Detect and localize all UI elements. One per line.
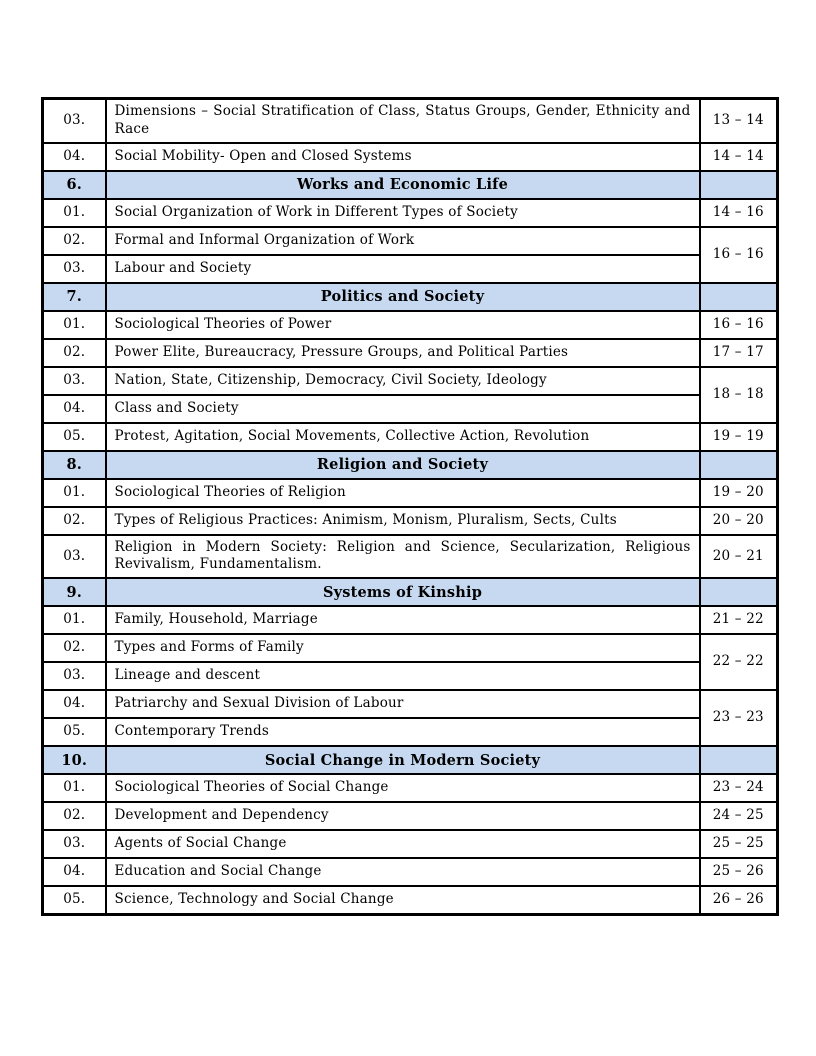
item-pages: 14 – 14 xyxy=(700,143,778,171)
item-title: Types of Religious Practices: Animism, Monism, Pluralism, Sects, Cults xyxy=(106,507,700,535)
table-row xyxy=(43,690,778,718)
item-number: 01. xyxy=(43,774,106,802)
section-title: Systems of Kinship xyxy=(106,578,700,606)
item-title: Science, Technology and Social Change xyxy=(106,886,700,914)
item-number: 03. xyxy=(43,99,106,143)
item-number: 03. xyxy=(43,662,106,690)
item-pages: 14 – 16 xyxy=(700,199,778,227)
item-pages: 13 – 14 xyxy=(700,99,778,143)
item-title: Family, Household, Marriage xyxy=(106,606,700,634)
table-row xyxy=(43,774,778,802)
table-row xyxy=(43,339,778,367)
item-title: Nation, State, Citizenship, Democracy, Civil Society, Ideology xyxy=(106,367,700,395)
table-row xyxy=(43,634,778,662)
item-number: 04. xyxy=(43,690,106,718)
section-number: 7. xyxy=(43,283,106,311)
item-title: Sociological Theories of Power xyxy=(106,311,700,339)
toc-table xyxy=(41,97,779,916)
item-title: Sociological Theories of Social Change xyxy=(106,774,700,802)
item-pages: 24 – 25 xyxy=(700,802,778,830)
section-header-row xyxy=(43,746,778,774)
item-pages: 21 – 22 xyxy=(700,606,778,634)
item-number: 02. xyxy=(43,802,106,830)
table-row xyxy=(43,858,778,886)
table-row xyxy=(43,367,778,395)
item-number: 04. xyxy=(43,143,106,171)
section-header-row xyxy=(43,171,778,199)
item-number: 02. xyxy=(43,227,106,255)
section-pages-empty xyxy=(700,283,778,311)
item-pages: 19 – 20 xyxy=(700,479,778,507)
section-pages-empty xyxy=(700,451,778,479)
section-title: Social Change in Modern Society xyxy=(106,746,700,774)
item-number: 02. xyxy=(43,634,106,662)
item-pages: 25 – 25 xyxy=(700,830,778,858)
item-number: 05. xyxy=(43,718,106,746)
table-row xyxy=(43,718,778,746)
table-row xyxy=(43,830,778,858)
section-number: 9. xyxy=(43,578,106,606)
section-header-row xyxy=(43,283,778,311)
section-number: 10. xyxy=(43,746,106,774)
item-title: Social Mobility- Open and Closed Systems xyxy=(106,143,700,171)
table-row xyxy=(43,662,778,690)
item-number: 04. xyxy=(43,858,106,886)
item-pages: 23 – 23 xyxy=(700,690,778,746)
item-number: 01. xyxy=(43,199,106,227)
item-pages: 18 – 18 xyxy=(700,367,778,423)
item-title: Religion in Modern Society: Religion and Science, Secularization, Religious Revivalism, Fundamentalism. xyxy=(106,535,700,579)
item-number: 05. xyxy=(43,886,106,914)
item-number: 05. xyxy=(43,423,106,451)
table-row xyxy=(43,99,778,143)
table-row xyxy=(43,507,778,535)
item-pages: 17 – 17 xyxy=(700,339,778,367)
section-pages-empty xyxy=(700,171,778,199)
item-title: Education and Social Change xyxy=(106,858,700,886)
item-number: 03. xyxy=(43,367,106,395)
item-number: 03. xyxy=(43,255,106,283)
table-row xyxy=(43,423,778,451)
table-row xyxy=(43,802,778,830)
section-title: Religion and Society xyxy=(106,451,700,479)
table-row xyxy=(43,311,778,339)
item-pages: 23 – 24 xyxy=(700,774,778,802)
item-title: Power Elite, Bureaucracy, Pressure Groups, and Political Parties xyxy=(106,339,700,367)
item-pages: 20 – 21 xyxy=(700,535,778,579)
section-pages-empty xyxy=(700,578,778,606)
section-header-row xyxy=(43,578,778,606)
section-title: Politics and Society xyxy=(106,283,700,311)
item-number: 03. xyxy=(43,535,106,579)
item-pages: 25 – 26 xyxy=(700,858,778,886)
item-title: Protest, Agitation, Social Movements, Collective Action, Revolution xyxy=(106,423,700,451)
table-row xyxy=(43,479,778,507)
section-number: 8. xyxy=(43,451,106,479)
item-title: Dimensions – Social Stratification of Class, Status Groups, Gender, Ethnicity and Race xyxy=(106,99,700,143)
item-pages: 16 – 16 xyxy=(700,227,778,283)
item-title: Labour and Society xyxy=(106,255,700,283)
item-pages: 19 – 19 xyxy=(700,423,778,451)
table-row xyxy=(43,227,778,255)
item-title: Sociological Theories of Religion xyxy=(106,479,700,507)
table-row xyxy=(43,199,778,227)
item-title: Contemporary Trends xyxy=(106,718,700,746)
section-pages-empty xyxy=(700,746,778,774)
item-number: 02. xyxy=(43,339,106,367)
item-title: Patriarchy and Sexual Division of Labour xyxy=(106,690,700,718)
item-title: Agents of Social Change xyxy=(106,830,700,858)
table-row xyxy=(43,886,778,914)
section-number: 6. xyxy=(43,171,106,199)
item-title: Formal and Informal Organization of Work xyxy=(106,227,700,255)
item-title: Lineage and descent xyxy=(106,662,700,690)
section-title: Works and Economic Life xyxy=(106,171,700,199)
item-title: Class and Society xyxy=(106,395,700,423)
item-number: 01. xyxy=(43,479,106,507)
item-number: 03. xyxy=(43,830,106,858)
table-row xyxy=(43,535,778,579)
item-title: Social Organization of Work in Different Types of Society xyxy=(106,199,700,227)
table-row xyxy=(43,606,778,634)
section-header-row xyxy=(43,451,778,479)
item-title: Development and Dependency xyxy=(106,802,700,830)
item-number: 01. xyxy=(43,606,106,634)
table-row xyxy=(43,255,778,283)
item-pages: 26 – 26 xyxy=(700,886,778,914)
table-row xyxy=(43,143,778,171)
item-pages: 22 – 22 xyxy=(700,634,778,690)
item-number: 02. xyxy=(43,507,106,535)
item-number: 04. xyxy=(43,395,106,423)
item-pages: 20 – 20 xyxy=(700,507,778,535)
table-row xyxy=(43,395,778,423)
item-number: 01. xyxy=(43,311,106,339)
toc-table-body xyxy=(43,99,778,915)
item-pages: 16 – 16 xyxy=(700,311,778,339)
item-title: Types and Forms of Family xyxy=(106,634,700,662)
